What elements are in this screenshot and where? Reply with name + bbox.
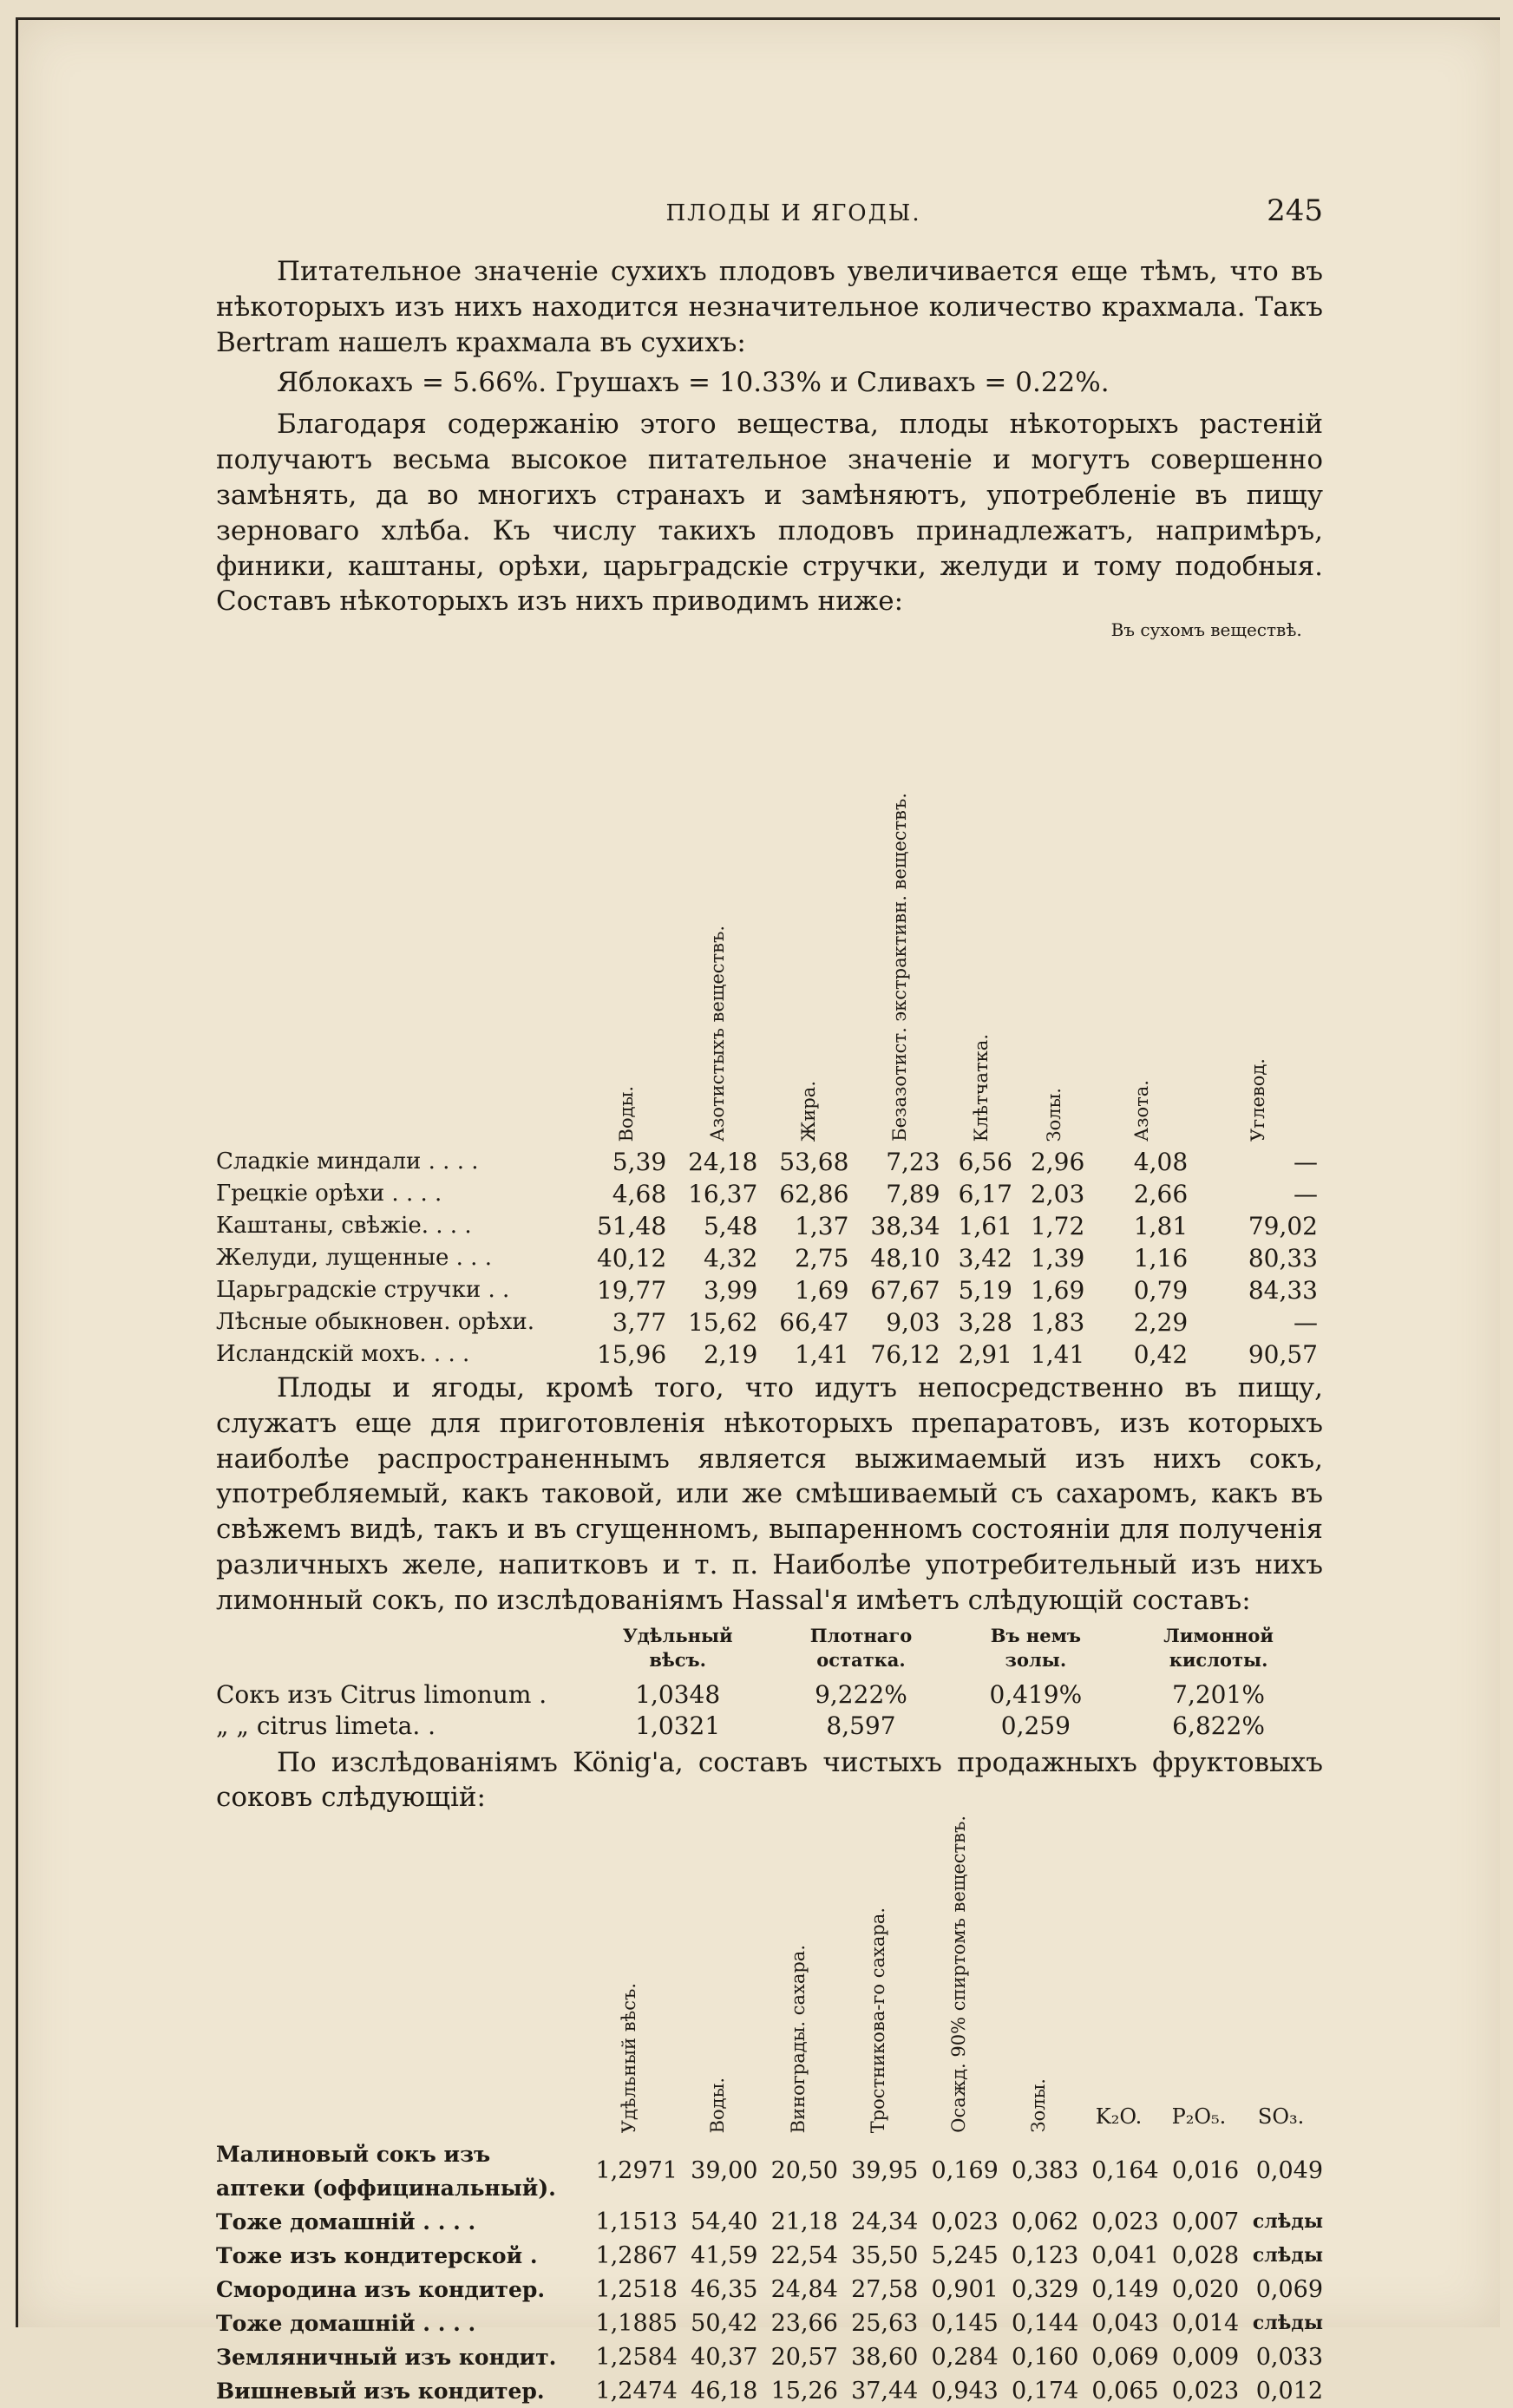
table1-body	[216, 1146, 1323, 1371]
table1-column-label: Воды.	[615, 1085, 637, 1142]
table3-column-header	[757, 1816, 837, 2137]
table-row	[216, 1338, 1323, 1371]
table1-column-label: Безазотист. экстрактивн. веществъ.	[888, 793, 910, 1142]
table-cell: 37,44	[851, 2377, 919, 2405]
table-cell: слѣды	[1252, 2243, 1323, 2267]
table-cell: 3,42	[958, 1244, 1012, 1273]
table-cell: —	[1294, 1308, 1318, 1338]
table-cell: 1,61	[958, 1212, 1012, 1241]
table-cell: 0,901	[931, 2275, 999, 2303]
table-cell: 3,28	[958, 1308, 1012, 1338]
table2-header-row	[216, 1624, 1323, 1679]
table-cell: 46,35	[691, 2275, 758, 2303]
table-cell: 1,41	[795, 1340, 849, 1370]
table3-column-header	[580, 1816, 678, 2137]
table1-column-label: Азота.	[1130, 1080, 1152, 1142]
table-cell: 62,86	[779, 1180, 849, 1209]
table-cell: 40,37	[691, 2343, 758, 2371]
table-cell: 2,96	[1030, 1148, 1085, 1177]
table3-column-header: K₂O.	[1095, 2104, 1143, 2129]
table1-column-label: Жира.	[797, 1080, 819, 1142]
table1-column-header	[671, 793, 763, 1146]
table-cell: 76,12	[870, 1340, 940, 1370]
table-cell: 1,1513	[595, 2208, 678, 2235]
table-cell: 27,58	[851, 2275, 919, 2303]
table3-body	[216, 2137, 1323, 2408]
table1-column-label: Углевод.	[1248, 1058, 1269, 1142]
table-cell: 0,284	[931, 2343, 999, 2371]
table-cell: 0,041	[1091, 2241, 1159, 2269]
table-row	[216, 2340, 1323, 2374]
table-cell: 0,123	[1011, 2241, 1079, 2269]
table-cell: 54,40	[691, 2208, 758, 2235]
table-cell: 53,68	[779, 1148, 849, 1177]
table-cell: 1,69	[795, 1276, 849, 1305]
table-cell: 9,222%	[815, 1679, 907, 1709]
table-row	[216, 1711, 1323, 1742]
table-cell: 0,023	[931, 2208, 999, 2235]
table-cell: 51,48	[596, 1212, 667, 1241]
table-cell: 22,54	[770, 2241, 838, 2269]
table-cell: 0,174	[1011, 2377, 1079, 2405]
table-cell: 38,34	[870, 1212, 940, 1241]
table3-column-label: Золы.	[1028, 2078, 1050, 2133]
table-row	[216, 2137, 1323, 2205]
row-label: Сладкіе миндали . . . .	[216, 1148, 479, 1175]
table-cell: 7,201%	[1172, 1679, 1265, 1709]
table-cell: 15,62	[688, 1308, 758, 1338]
table-cell: 1,69	[1030, 1276, 1085, 1305]
table-cell: 48,10	[870, 1244, 940, 1273]
table-cell: 0,259	[1000, 1711, 1071, 1740]
table3-column-label: Удѣльный вѣсъ.	[619, 1982, 639, 2133]
table-cell: 0,145	[931, 2309, 999, 2337]
table1-group-header: Въ сухомъ веществѣ.	[1110, 619, 1302, 641]
table-cell: 1,2474	[595, 2377, 678, 2405]
table-cell: 0,383	[1011, 2157, 1079, 2185]
table-cell: 50,42	[691, 2309, 758, 2337]
table-cell: 3,99	[703, 1276, 758, 1305]
table-cell: 0,014	[1171, 2309, 1240, 2337]
table2-column-header: Въ немъ золы.	[990, 1624, 1081, 1671]
row-label: Лѣсные обыкновен. орѣхи.	[216, 1309, 534, 1336]
table-cell: 1,2584	[595, 2343, 678, 2371]
row-label: Тоже домашній . . . .	[216, 2310, 476, 2336]
table-cell: 0,943	[931, 2377, 999, 2405]
table-cell: 1,81	[1133, 1212, 1189, 1241]
table-row	[216, 2273, 1323, 2307]
table3-column-label: Винограды. сахара.	[787, 1944, 809, 2133]
row-label: Грецкіе орѣхи . . . .	[216, 1181, 442, 1207]
table2-body	[216, 1679, 1323, 1742]
table-cell: 21,18	[770, 2208, 838, 2235]
table-row	[216, 1178, 1323, 1210]
table-cell: 23,66	[770, 2309, 838, 2337]
table-cell: 1,1885	[595, 2309, 678, 2337]
table-cell: 1,2867	[595, 2241, 678, 2269]
table3-column-header: SO₃.	[1257, 2104, 1305, 2129]
page-content	[216, 193, 1323, 2408]
table-cell: 1,37	[795, 1212, 849, 1241]
table-cell: 8,597	[826, 1711, 896, 1740]
row-label: Тоже изъ кондитерской .	[216, 2242, 538, 2268]
paragraph-4: По изслѣдованіямъ König'а, составъ чистыхъ продажныхъ фруктовыхъ соковъ слѣдующій:	[216, 1746, 1323, 1814]
table-cell: 0,028	[1171, 2241, 1240, 2269]
table-cell: 7,89	[886, 1180, 940, 1209]
table-cell: 0,069	[1255, 2275, 1323, 2303]
table-cell: 6,17	[958, 1180, 1012, 1209]
page-number: 245	[1267, 193, 1323, 228]
table-cell: 38,60	[851, 2343, 919, 2371]
table-cell: слѣды	[1252, 2311, 1323, 2334]
table1-column-label: Азотистыхъ веществъ.	[706, 926, 728, 1142]
table-cell: 39,00	[691, 2157, 758, 2185]
table2-column-header: Плотнаго остатка.	[809, 1624, 913, 1671]
table-cell: 24,18	[688, 1148, 758, 1177]
table-row	[216, 2307, 1323, 2340]
table-cell: 0,020	[1171, 2275, 1240, 2303]
table-cell: 9,03	[886, 1308, 940, 1338]
table-cell: 1,2971	[595, 2157, 678, 2185]
table-cell: 20,50	[770, 2157, 838, 2185]
row-label: Исландскій мохъ. . . .	[216, 1341, 470, 1368]
table-row	[216, 1210, 1323, 1242]
table3-column-header: P₂O₅.	[1171, 2104, 1227, 2129]
table-row	[216, 2205, 1323, 2239]
table-cell: 2,29	[1133, 1308, 1189, 1338]
table-cell: 6,56	[958, 1148, 1012, 1177]
table-cell: 0,009	[1171, 2343, 1240, 2371]
table1-column-header	[763, 793, 854, 1146]
table-cell: —	[1294, 1148, 1318, 1177]
table3-name-header	[216, 1816, 580, 2137]
table2-column-header: Удѣльный вѣсъ.	[622, 1624, 733, 1671]
running-title: ПЛОДЫ И ЯГОДЫ.	[665, 200, 921, 226]
table-cell: 4,08	[1133, 1148, 1189, 1177]
table-row	[216, 2374, 1323, 2408]
table-cell: —	[1294, 1180, 1318, 1209]
table-cell: 0,419%	[989, 1679, 1083, 1709]
table-row	[216, 2239, 1323, 2273]
table-cell: 2,66	[1133, 1180, 1189, 1209]
table-cell: 40,12	[596, 1244, 667, 1273]
row-label: Земляничный изъ кондит.	[216, 2344, 557, 2370]
row-label: Вишневый изъ кондитер.	[216, 2378, 545, 2404]
table-cell: 16,37	[688, 1180, 758, 1209]
table-cell: 46,18	[691, 2377, 758, 2405]
table3-column-header	[918, 1816, 998, 2137]
table3-column-header	[678, 1816, 757, 2137]
table-cell: 67,67	[870, 1276, 940, 1305]
table-cell: 5,48	[703, 1212, 758, 1241]
table-cell: 6,822%	[1172, 1711, 1265, 1740]
table-cell: 24,84	[770, 2275, 838, 2303]
table-cell: 5,19	[958, 1276, 1012, 1305]
table-row	[216, 1242, 1323, 1274]
table-cell: 1,41	[1030, 1340, 1085, 1370]
table3-column-label: Воды.	[707, 2077, 729, 2133]
table-cell: 1,16	[1133, 1244, 1189, 1273]
table-cell: 0,065	[1091, 2377, 1159, 2405]
table-cell: слѣды	[1252, 2209, 1323, 2233]
paragraph-3: Плоды и ягоды, кромѣ того, что идутъ непосредственно въ пищу, служатъ еще для приготовленія нѣкоторыхъ препаратовъ, изъ которыхъ наиболѣе распространеннымъ является выжимаемый изъ нихъ сокъ, употребляемый, какъ таковой, или же смѣшиваемый съ сахаромъ, какъ въ свѣжемъ видѣ, такъ и въ сгущенномъ, выпаренномъ состояніи для полученія различныхъ желе, напитковъ и т. п. Наиболѣе употребительный изъ нихъ лимонный сокъ, по изслѣдованіямъ Hassal'я имѣетъ слѣдующій составъ:	[216, 1372, 1323, 1616]
table-cell: 0,023	[1091, 2208, 1159, 2235]
table-cell: 2,91	[958, 1340, 1012, 1370]
table-row	[216, 1306, 1323, 1338]
table1-column-header	[854, 793, 945, 1146]
table-cell: 4,68	[612, 1180, 667, 1209]
table-cell: 0,79	[1133, 1276, 1189, 1305]
table-cell: 0,023	[1171, 2377, 1240, 2405]
table1-column-header	[1018, 793, 1090, 1146]
row-label: Царьградскіе стручки . .	[216, 1277, 510, 1304]
table-cell: 2,03	[1030, 1180, 1085, 1209]
table-cell: 0,033	[1255, 2343, 1323, 2371]
row-label: Желуди, лущенные . . .	[216, 1245, 492, 1272]
table-cell: 0,012	[1255, 2377, 1323, 2405]
table1-name-header	[216, 793, 580, 1146]
table-cell: 0,043	[1091, 2309, 1159, 2337]
table-cell: 15,96	[596, 1340, 667, 1370]
table3-column-label: Тростникова-го сахара.	[868, 1907, 889, 2133]
table2-name-header	[216, 1624, 591, 1679]
table-cell: 35,50	[851, 2241, 919, 2269]
nut-composition-table	[216, 619, 1323, 1371]
table-row	[216, 1274, 1323, 1306]
table-cell: 79,02	[1248, 1212, 1318, 1241]
table-cell: 0,149	[1091, 2275, 1159, 2303]
row-label: Сокъ изъ Citrus limonum .	[216, 1679, 547, 1709]
table-cell: 7,23	[886, 1148, 940, 1177]
table-cell: 0,016	[1171, 2157, 1240, 2185]
table-cell: 20,57	[770, 2343, 838, 2371]
table-cell: 5,245	[931, 2241, 999, 2269]
table1-column-header	[1090, 793, 1193, 1146]
table-cell: 0,049	[1255, 2157, 1323, 2185]
table1-header-row	[216, 793, 1323, 1146]
table3-column-header	[838, 1816, 918, 2137]
table-row	[216, 1679, 1323, 1711]
table1-column-header	[946, 793, 1018, 1146]
row-label: Малиновый сокъ изъ аптеки (оффицинальный).	[216, 2141, 556, 2201]
table1-column-header	[580, 793, 671, 1146]
table-cell: 24,34	[851, 2208, 919, 2235]
table-cell: 84,33	[1248, 1276, 1318, 1305]
table-cell: 41,59	[691, 2241, 758, 2269]
table1-column-label: Золы.	[1043, 1087, 1064, 1142]
table-cell: 0,007	[1171, 2208, 1240, 2235]
table3-header-row	[216, 1816, 1323, 2137]
table3-column-label: Осажд. 90% спиртомъ веществъ.	[947, 1816, 969, 2133]
paragraph-2: Благодаря содержанію этого вещества, плоды нѣкоторыхъ растеній получаютъ весьма высокое питательное значеніе и могутъ совершенно замѣнять, да во многихъ странахъ и замѣняютъ, употребленіе въ пищу зерноваго хлѣба. Къ числу такихъ плодовъ принадлежатъ, напримѣръ, финики, каштаны, орѣхи, царьградскіе стручки, желуди и тому подобныя. Составъ нѣкоторыхъ изъ нихъ приводимъ ниже:	[216, 409, 1323, 618]
row-label: Каштаны, свѣжіе. . . .	[216, 1213, 472, 1240]
running-header	[216, 193, 1323, 254]
row-label: Смородина изъ кондитер.	[216, 2276, 546, 2302]
table-cell: 1,72	[1030, 1212, 1085, 1241]
table-cell: 0,329	[1011, 2275, 1079, 2303]
lemon-juice-table	[216, 1624, 1323, 1742]
table-cell: 90,57	[1248, 1340, 1318, 1370]
table-cell: 5,39	[612, 1148, 667, 1177]
table-cell: 1,0321	[635, 1711, 721, 1740]
table-cell: 0,164	[1091, 2157, 1159, 2185]
table-cell: 39,95	[851, 2157, 919, 2185]
row-label: Тоже домашній . . . .	[216, 2208, 476, 2235]
table-cell: 0,144	[1011, 2309, 1079, 2337]
table-cell: 15,26	[770, 2377, 838, 2405]
table-cell: 19,77	[596, 1276, 667, 1305]
table-cell: 0,169	[931, 2157, 999, 2185]
table-row	[216, 1146, 1323, 1178]
table-cell: 1,2518	[595, 2275, 678, 2303]
row-label: „ „ citrus limeta. .	[216, 1711, 436, 1740]
table-cell: 0,062	[1011, 2208, 1079, 2235]
table-cell: 0,069	[1091, 2343, 1159, 2371]
table-cell: 66,47	[779, 1308, 849, 1338]
table1-column-label: Клѣтчатка.	[971, 1033, 992, 1142]
table-cell: 1,39	[1030, 1244, 1085, 1273]
table-cell: 0,42	[1133, 1340, 1189, 1370]
table-cell: 2,19	[703, 1340, 758, 1370]
table-cell: 0,160	[1011, 2343, 1079, 2371]
table3-column-header	[999, 1816, 1078, 2137]
table-cell: 4,32	[703, 1244, 758, 1273]
paragraph-1: Питательное значеніе сухихъ плодовъ увеличивается еще тѣмъ, что въ нѣкоторыхъ изъ нихъ находится незначительное количество крахмала. Такъ Bertram нашелъ крахмала въ сухихъ:	[216, 256, 1323, 358]
book-page	[16, 17, 1500, 2405]
table-cell: 2,75	[795, 1244, 849, 1273]
table-cell: 1,83	[1030, 1308, 1085, 1338]
table1-group-row	[216, 619, 1323, 793]
starch-formula: Яблокахъ = 5.66%. Грушахъ = 10.33% и Сливахъ = 0.22%.	[277, 367, 1110, 399]
table1-column-header	[1193, 793, 1323, 1146]
table-cell: 80,33	[1248, 1244, 1318, 1273]
fruit-juice-table	[216, 1816, 1323, 2408]
table2-column-header: Лимонной кислоты.	[1163, 1624, 1274, 1671]
table-cell: 25,63	[851, 2309, 919, 2337]
table-cell: 1,0348	[635, 1679, 721, 1709]
table-cell: 3,77	[612, 1308, 667, 1338]
